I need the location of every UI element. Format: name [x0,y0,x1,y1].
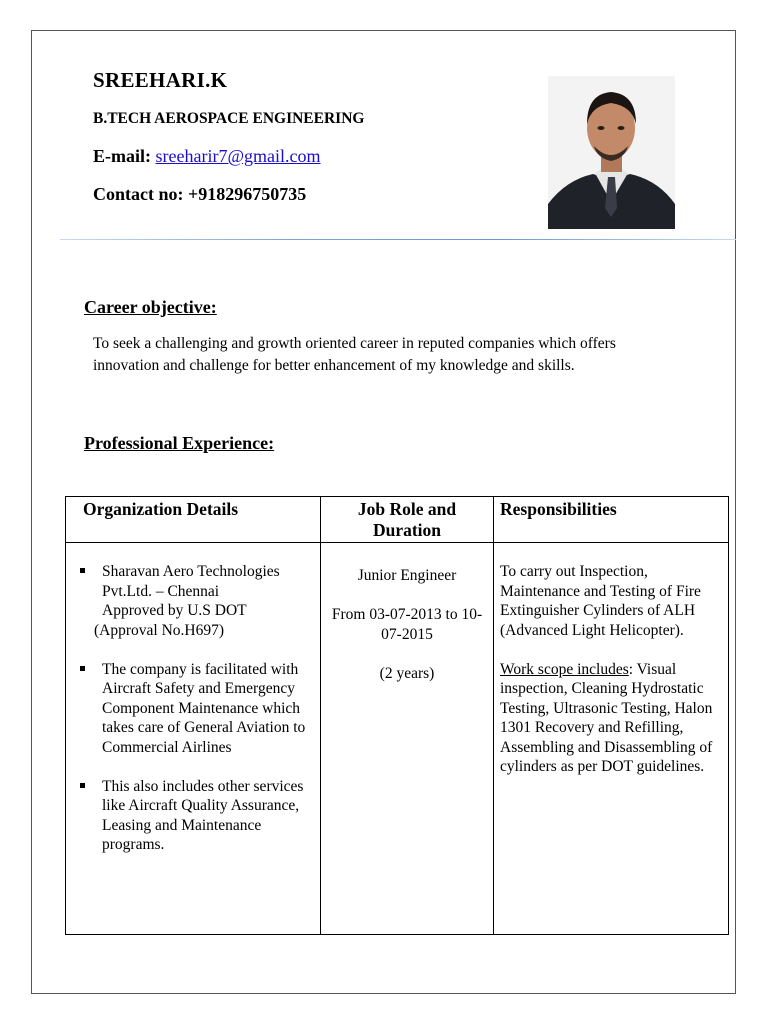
org-services: This also includes other services like Aircraft Quality Assurance, Leasing and Maintenance programs. [102,777,304,853]
org-approval: Approved by U.S DOT [102,602,247,619]
email-link[interactable]: sreeharir7@gmail.com [155,146,321,166]
column-header-responsibilities: Responsibilities [500,499,617,519]
job-duration: From 03-07-2013 to 10-07-2015 [331,606,483,643]
column-header-organization: Organization Details [83,499,239,519]
contact-number: +918296750735 [188,184,307,204]
job-years: (2 years) [379,664,435,682]
list-item [80,777,320,855]
header-row-divider [66,542,728,543]
bullet-icon [80,666,85,671]
work-scope [500,660,724,777]
profile-photo [548,76,675,229]
responsibility-intro: To carry out Inspection, Maintenance and Testing of Fire Extinguisher Cylinders of ALH (Advanced Light Helicopter). [500,563,701,639]
column-divider [493,497,494,934]
job-role-cell [322,566,492,703]
work-scope-text: : Visual inspection, Cleaning Hydrostatic Testing, Ultrasonic Testing, Halon 1301 Recovery and Refilling, Assembling and Disassembling of cylinders as per DOT guidelines. [500,660,713,775]
career-objective-text: To seek a challenging and growth oriented career in reputed companies which offers innovation and challenge for better enhancement of my knowledge and skills. [93,335,616,374]
email-line [93,146,321,167]
bullet-icon [80,783,85,788]
experience-table [65,496,729,935]
bullet-icon [80,568,85,573]
column-header-job-role: Job Role and Duration [357,499,457,540]
job-title: Junior Engineer [357,567,457,584]
org-name: Sharavan Aero Technologies Pvt.Ltd. – Chennai [102,563,280,600]
org-description: The company is facilitated with Aircraft Safety and Emergency Component Maintenance which takes care of General Aviation to Commercial Airlines [102,660,306,756]
contact-label: Contact no: [93,184,188,204]
career-objective-heading: Career objective: [84,297,217,317]
degree: B.TECH AEROSPACE ENGINEERING [93,110,365,127]
candidate-name: SREEHARI.K [93,68,228,92]
contact-line [93,184,306,205]
organization-details-list [80,562,320,874]
org-approval-number: (Approval No.H697) [94,621,225,639]
header-divider [60,239,736,240]
work-scope-label: Work scope includes [500,660,629,678]
list-item [80,562,320,640]
professional-experience-heading: Professional Experience: [84,433,275,453]
email-label: E-mail: [93,146,156,166]
list-item [80,660,320,758]
responsibilities-cell [500,562,724,796]
column-divider [320,497,321,934]
